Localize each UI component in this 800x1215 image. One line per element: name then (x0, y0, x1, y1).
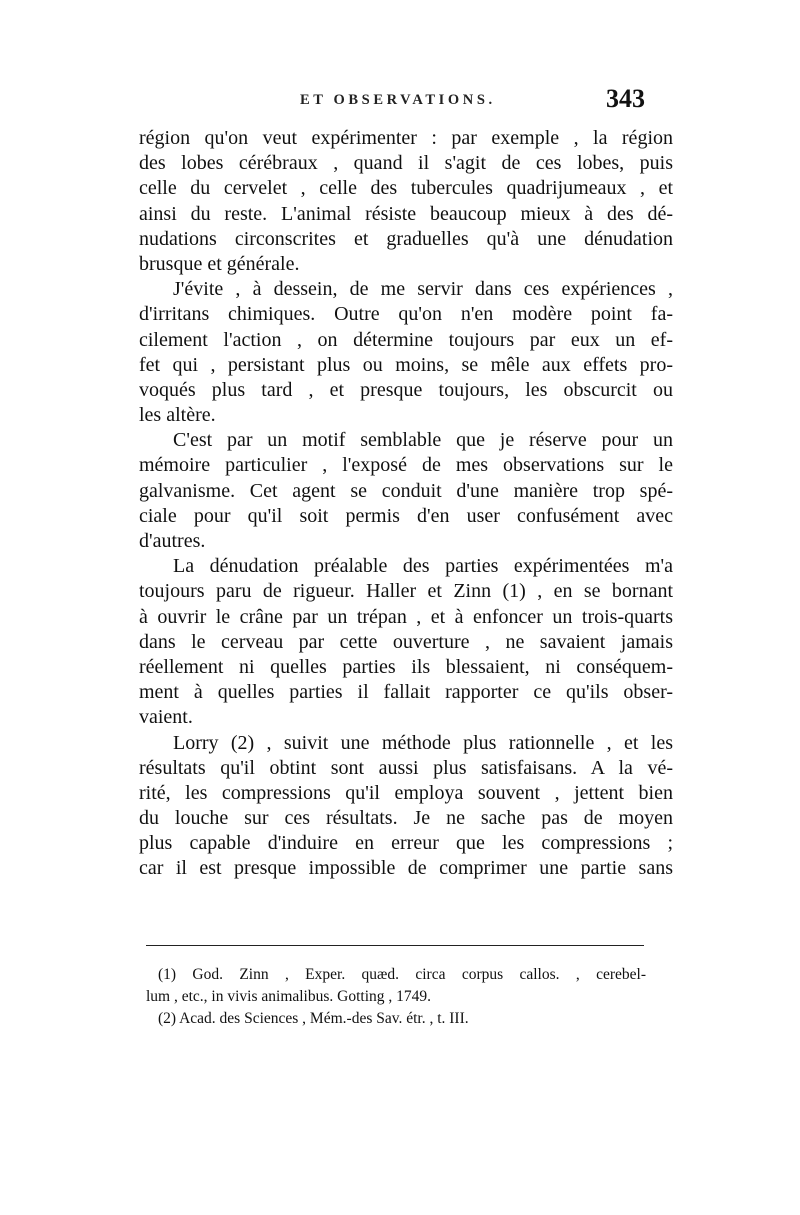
text-line: car il est presque impossible de comprimer une partie sans (139, 857, 673, 880)
text-line: plus capable d'induire en erreur que les compressions ; (139, 832, 673, 855)
running-head: ET OBSERVATIONS. (300, 92, 496, 108)
footnote-line: (2) Acad. des Sciences , Mém.-des Sav. étr. , t. III. (158, 1010, 469, 1027)
text-line: d'autres. (139, 530, 206, 552)
page-number: 343 (606, 84, 645, 113)
text-line: rité, les compressions qu'il employa souvent , jettent bien (139, 781, 673, 804)
text-line: région qu'on veut expérimenter : par exemple , la région (139, 127, 673, 149)
text-line: du louche sur ces résultats. Je ne sache pas de moyen (139, 807, 673, 830)
text-line: voqués plus tard , et presque toujours, les obscurcit ou (139, 378, 673, 401)
text-line: galvanisme. Cet agent se conduit d'une manière trop spé- (139, 479, 673, 502)
text-line: mémoire particulier , l'exposé de mes observations sur le (139, 454, 673, 477)
text-line: réellement ni quelles parties ils blessaient, ni conséquem- (139, 655, 673, 678)
text-line: celle du cervelet , celle des tubercules quadrijumeaux , et (139, 177, 673, 200)
text-line: toujours paru de rigueur. Haller et Zinn (1) , en se bornant (139, 580, 673, 603)
text-line: nudations circonscrites et graduelles qu'à une dénudation (139, 227, 673, 250)
footnote-line: lum , etc., in vivis animalibus. Gotting , 1749. (146, 988, 432, 1005)
text-line: ainsi du reste. L'animal résiste beaucoup mieux à des dé- (139, 202, 673, 225)
text-line: d'irritans chimiques. Outre qu'on n'en modère point fa- (139, 303, 673, 326)
footnote-line: (1) God. Zinn , Exper. quæd. circa corpus callos. , cerebel- (158, 966, 646, 983)
paragraph-start-line: La dénudation préalable des parties expérimentées m'a (173, 555, 673, 578)
text-line: brusque et générale. (139, 252, 300, 275)
footnotes (146, 964, 646, 1030)
text-line: des lobes cérébraux , quand il s'agit de ces lobes, puis (139, 152, 673, 175)
body-text (139, 126, 673, 882)
footnote-rule (146, 945, 644, 946)
paragraph-start-line: J'évite , à dessein, de me servir dans ces expériences , (173, 278, 673, 301)
text-line: fet qui , persistant plus ou moins, se mêle aux effets pro- (139, 353, 673, 376)
paragraph-start-line: C'est par un motif semblable que je réserve pour un (173, 429, 673, 452)
text-line: résultats qu'il obtint sont aussi plus satisfaisans. A la vé- (139, 756, 673, 779)
text-line: ment à quelles parties il fallait rapporter ce qu'ils obser- (139, 681, 673, 704)
text-line: vaient. (139, 706, 193, 729)
paragraph-start-line: Lorry (2) , suivit une méthode plus rationnelle , et les (173, 731, 673, 754)
text-line: cilement l'action , on détermine toujours par eux un ef- (139, 328, 673, 351)
text-line: ciale pour qu'il soit permis d'en user confusément avec (139, 504, 673, 527)
text-line: les altère. (139, 404, 216, 427)
text-line: à ouvrir le crâne par un trépan , et à enfoncer un trois-quarts (139, 605, 673, 628)
text-line: dans le cerveau par cette ouverture , ne savaient jamais (139, 630, 673, 653)
